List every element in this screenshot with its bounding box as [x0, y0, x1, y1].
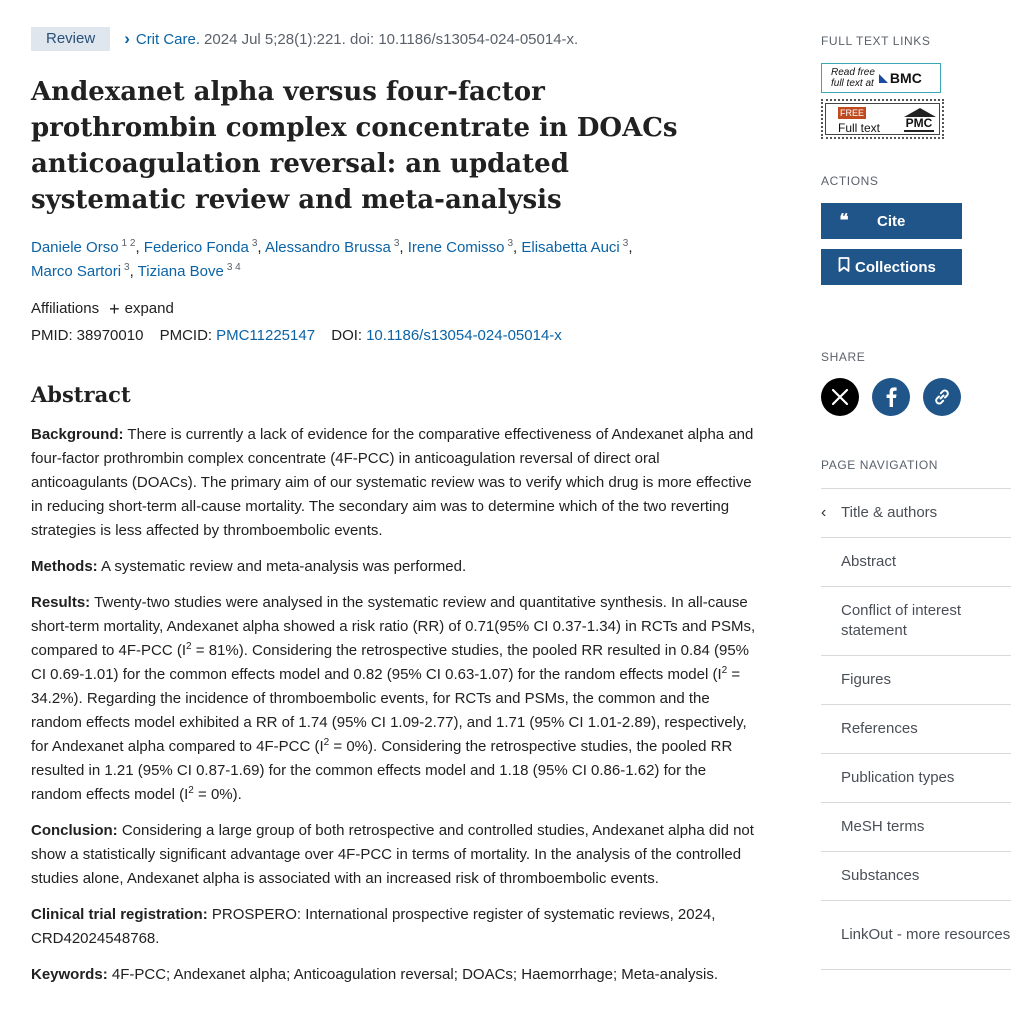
nav-item-conflict-of-interest[interactable]	[821, 587, 1011, 656]
keywords-label: Keywords:	[31, 966, 108, 983]
pmc-text	[838, 103, 880, 135]
abstract-background	[31, 423, 756, 543]
nav-item-linkout[interactable]	[821, 901, 1011, 970]
article-title: Andexanet alpha versus four-factor prothrombin complex concentrate in DOACs anticoagulation reversal: an updated systematic review and meta-analysis	[31, 77, 678, 215]
results-text: = 0%). Considering the retrospective studies, the pooled RR resulted in 1.21 (95% CI 0.87-1.69) for the common effects model and 1.18 (95% CI 0.86-1.62) for the random effects model (I	[31, 738, 733, 803]
affiliations-toggle[interactable]	[31, 300, 174, 317]
pmid-value: 38970010	[76, 327, 144, 344]
results-text: Twenty-two studies were analysed in the systematic review and quantitative synthesis. In all-cause short-term mortality, Andexanet alpha showed a risk ratio (RR) of 0.71(95% CI 0.37-1.34) in RCTs and PSMs, compared to 4F-PCC (I	[31, 594, 756, 659]
pmc-logo	[904, 108, 934, 132]
collections-button[interactable]	[821, 249, 962, 285]
author-affiliation-number[interactable]: 3	[393, 238, 400, 249]
nav-item-abstract[interactable]	[821, 538, 1011, 587]
author-affiliation-number[interactable]: 3 4	[226, 262, 241, 273]
bmc-full-text-link[interactable]	[821, 63, 941, 93]
article-type-badge: Review	[31, 27, 110, 51]
author-affiliation-number[interactable]: 1 2	[121, 238, 136, 249]
pmc-logo-text: PMC	[905, 116, 933, 130]
journal-link[interactable]: Crit Care.	[135, 30, 201, 48]
superscript: 2	[721, 665, 728, 676]
abstract-results	[31, 591, 756, 807]
abstract-body	[31, 423, 756, 999]
pmc-free-label: FREE	[840, 108, 865, 118]
bmc-line1: Read free	[831, 67, 875, 78]
doi-link[interactable]: 10.1186/s13054-024-05014-x	[366, 327, 562, 344]
methods-text: A systematic review and meta-analysis was performed.	[101, 558, 467, 575]
methods-label: Methods:	[31, 558, 98, 575]
x-twitter-icon	[831, 388, 849, 406]
nav-item-label: References	[841, 720, 918, 737]
page-navigation	[821, 488, 1011, 970]
superscript: 2	[188, 785, 194, 796]
nav-item-substances[interactable]	[821, 852, 1011, 901]
expand-label: expand	[124, 300, 174, 317]
share-heading: SHARE	[821, 350, 866, 364]
nav-item-label: Substances	[841, 867, 920, 884]
bmc-text	[831, 67, 875, 89]
background-label: Background:	[31, 426, 124, 443]
nav-item-title-authors[interactable]	[821, 489, 1011, 538]
bmc-logo	[879, 70, 922, 86]
pmcid-label: PMCID:	[159, 327, 213, 344]
abstract-conclusion	[31, 819, 756, 891]
share-buttons	[821, 378, 974, 416]
trial-text: PROSPERO: International prospective register of systematic reviews, 2024, CRD42024548768.	[31, 906, 716, 947]
nav-item-label: LinkOut - more resources	[841, 926, 1011, 943]
results-text: = 0%).	[193, 786, 242, 803]
author-affiliation-number[interactable]: 3	[124, 262, 130, 273]
plus-icon: +	[109, 298, 120, 319]
results-text: = 81%). Considering the retrospective studies, the pooled RR resulted in 0.84 (95% CI 0.69-1.01) for the common effects model and 0.82 (95% CI 0.63-1.07) for the random effects model (I	[31, 642, 750, 683]
cite-button-label: Cite	[877, 212, 906, 230]
bmc-logo-text: BMC	[889, 70, 922, 86]
citation-details: 2024 Jul 5;28(1):221. doi: 10.1186/s13054-024-05014-x.	[204, 30, 579, 48]
bmc-logo-icon	[879, 74, 888, 83]
share-facebook-button[interactable]	[872, 378, 910, 416]
keywords-text: 4F-PCC; Andexanet alpha; Anticoagulation reversal; DOACs; Haemorrhage; Meta-analysis.	[111, 966, 718, 983]
abstract-heading: Abstract	[31, 382, 131, 407]
author-affiliation-number[interactable]: 3	[507, 238, 514, 249]
actions-heading: ACTIONS	[821, 174, 879, 188]
article-identifiers	[31, 327, 562, 344]
nav-item-label: Publication types	[841, 769, 955, 786]
cite-button[interactable]	[821, 203, 962, 239]
superscript: 2	[323, 737, 330, 748]
pmid-label: PMID:	[31, 327, 73, 344]
pmc-badge	[825, 103, 940, 135]
pmcid-link[interactable]: PMC11225147	[216, 327, 316, 344]
results-text: = 34.2%). Regarding the incidence of thromboembolic events, for RCTs and PSMs, the common and the random effects model exhibited a RR of 1.74 (95% CI 1.09-2.77), and 1.71 (95% CI 1.01-2.89), respectively, for Andexanet alpha compared to 4F-PCC (I	[31, 666, 747, 755]
superscript: 2	[186, 641, 192, 652]
background-text: There is currently a lack of evidence for the comparative effectiveness of Andexanet alpha and four-factor prothrombin complex concentrate (4F-PCC) in anticoagulation reversal of direct oral anticoagulants (DOACs). The primary aim of our systematic review was to verify which drug is more effective in reducing short-term all-cause mortality. The secondary aim was to determine which of the two reverting strategies is less affected by thromboembolic events.	[31, 426, 754, 539]
nav-item-figures[interactable]	[821, 656, 1011, 705]
author-affiliation-number[interactable]: 3	[622, 238, 629, 249]
pmc-full-text-label: Full text	[838, 121, 881, 135]
trial-label: Clinical trial registration:	[31, 906, 208, 923]
full-text-links-heading: FULL TEXT LINKS	[821, 34, 931, 48]
nav-item-label: Title & authors	[841, 504, 938, 521]
nav-item-label: Conflict of interest statement	[841, 602, 962, 639]
abstract-methods	[31, 555, 756, 579]
nav-item-references[interactable]	[821, 705, 1011, 754]
abstract-trial-registration	[31, 903, 756, 951]
share-link-button[interactable]	[923, 378, 961, 416]
author-link[interactable]: Marco Sartori	[31, 263, 122, 280]
nav-item-label: Figures	[841, 671, 892, 688]
nav-item-publication-types[interactable]	[821, 754, 1011, 803]
chevron-right-icon: ›	[124, 29, 130, 48]
author-link[interactable]: Irene Comisso	[407, 239, 505, 256]
author-list: Daniele Orso $^{1 2}$, Federico Fonda $^3$, Alessandro Brussa $^3$, Irene Comisso $^3$, Elisabetta Auci $^3$, Marco Sartori $^3$, Tiziana Bove $^{3 4}$	[31, 238, 633, 280]
nav-item-label: MeSH terms	[841, 818, 925, 835]
share-x-button[interactable]	[821, 378, 859, 416]
affiliations-label: Affiliations	[31, 300, 100, 317]
nav-item-mesh-terms[interactable]	[821, 803, 1011, 852]
bookmark-icon	[821, 257, 855, 277]
results-label: Results:	[31, 594, 91, 611]
author-link[interactable]: Federico Fonda	[143, 239, 249, 256]
facebook-icon	[885, 387, 897, 407]
collections-button-label: Collections	[855, 258, 936, 276]
bmc-line2: full text at	[831, 78, 874, 89]
quote-icon: ❝	[839, 211, 849, 230]
chevron-left-icon: ‹	[821, 504, 827, 521]
author-affiliation-number[interactable]: 3	[251, 238, 258, 249]
pmc-full-text-link[interactable]	[821, 99, 944, 139]
author-link[interactable]: Elisabetta Auci	[521, 239, 620, 256]
link-icon	[932, 387, 952, 407]
author-link[interactable]: Alessandro Brussa	[264, 239, 391, 256]
abstract-keywords	[31, 963, 756, 987]
citation-bar	[31, 27, 578, 51]
conclusion-text: Considering a large group of both retrospective and controlled studies, Andexanet alpha did not show a statistically significant advantage over 4F-PCC in terms of mortality. In the analysis of the controlled studies alone, Andexanet alpha is associated with an increased risk of thromboembolic events.	[31, 822, 754, 887]
nav-item-label: Abstract	[841, 553, 897, 570]
author-link[interactable]: Tiziana Bove	[137, 263, 224, 280]
conclusion-label: Conclusion:	[31, 822, 118, 839]
doi-label: DOI:	[331, 327, 363, 344]
page-navigation-heading: PAGE NAVIGATION	[821, 458, 939, 472]
author-link[interactable]: Daniele Orso	[31, 239, 119, 256]
